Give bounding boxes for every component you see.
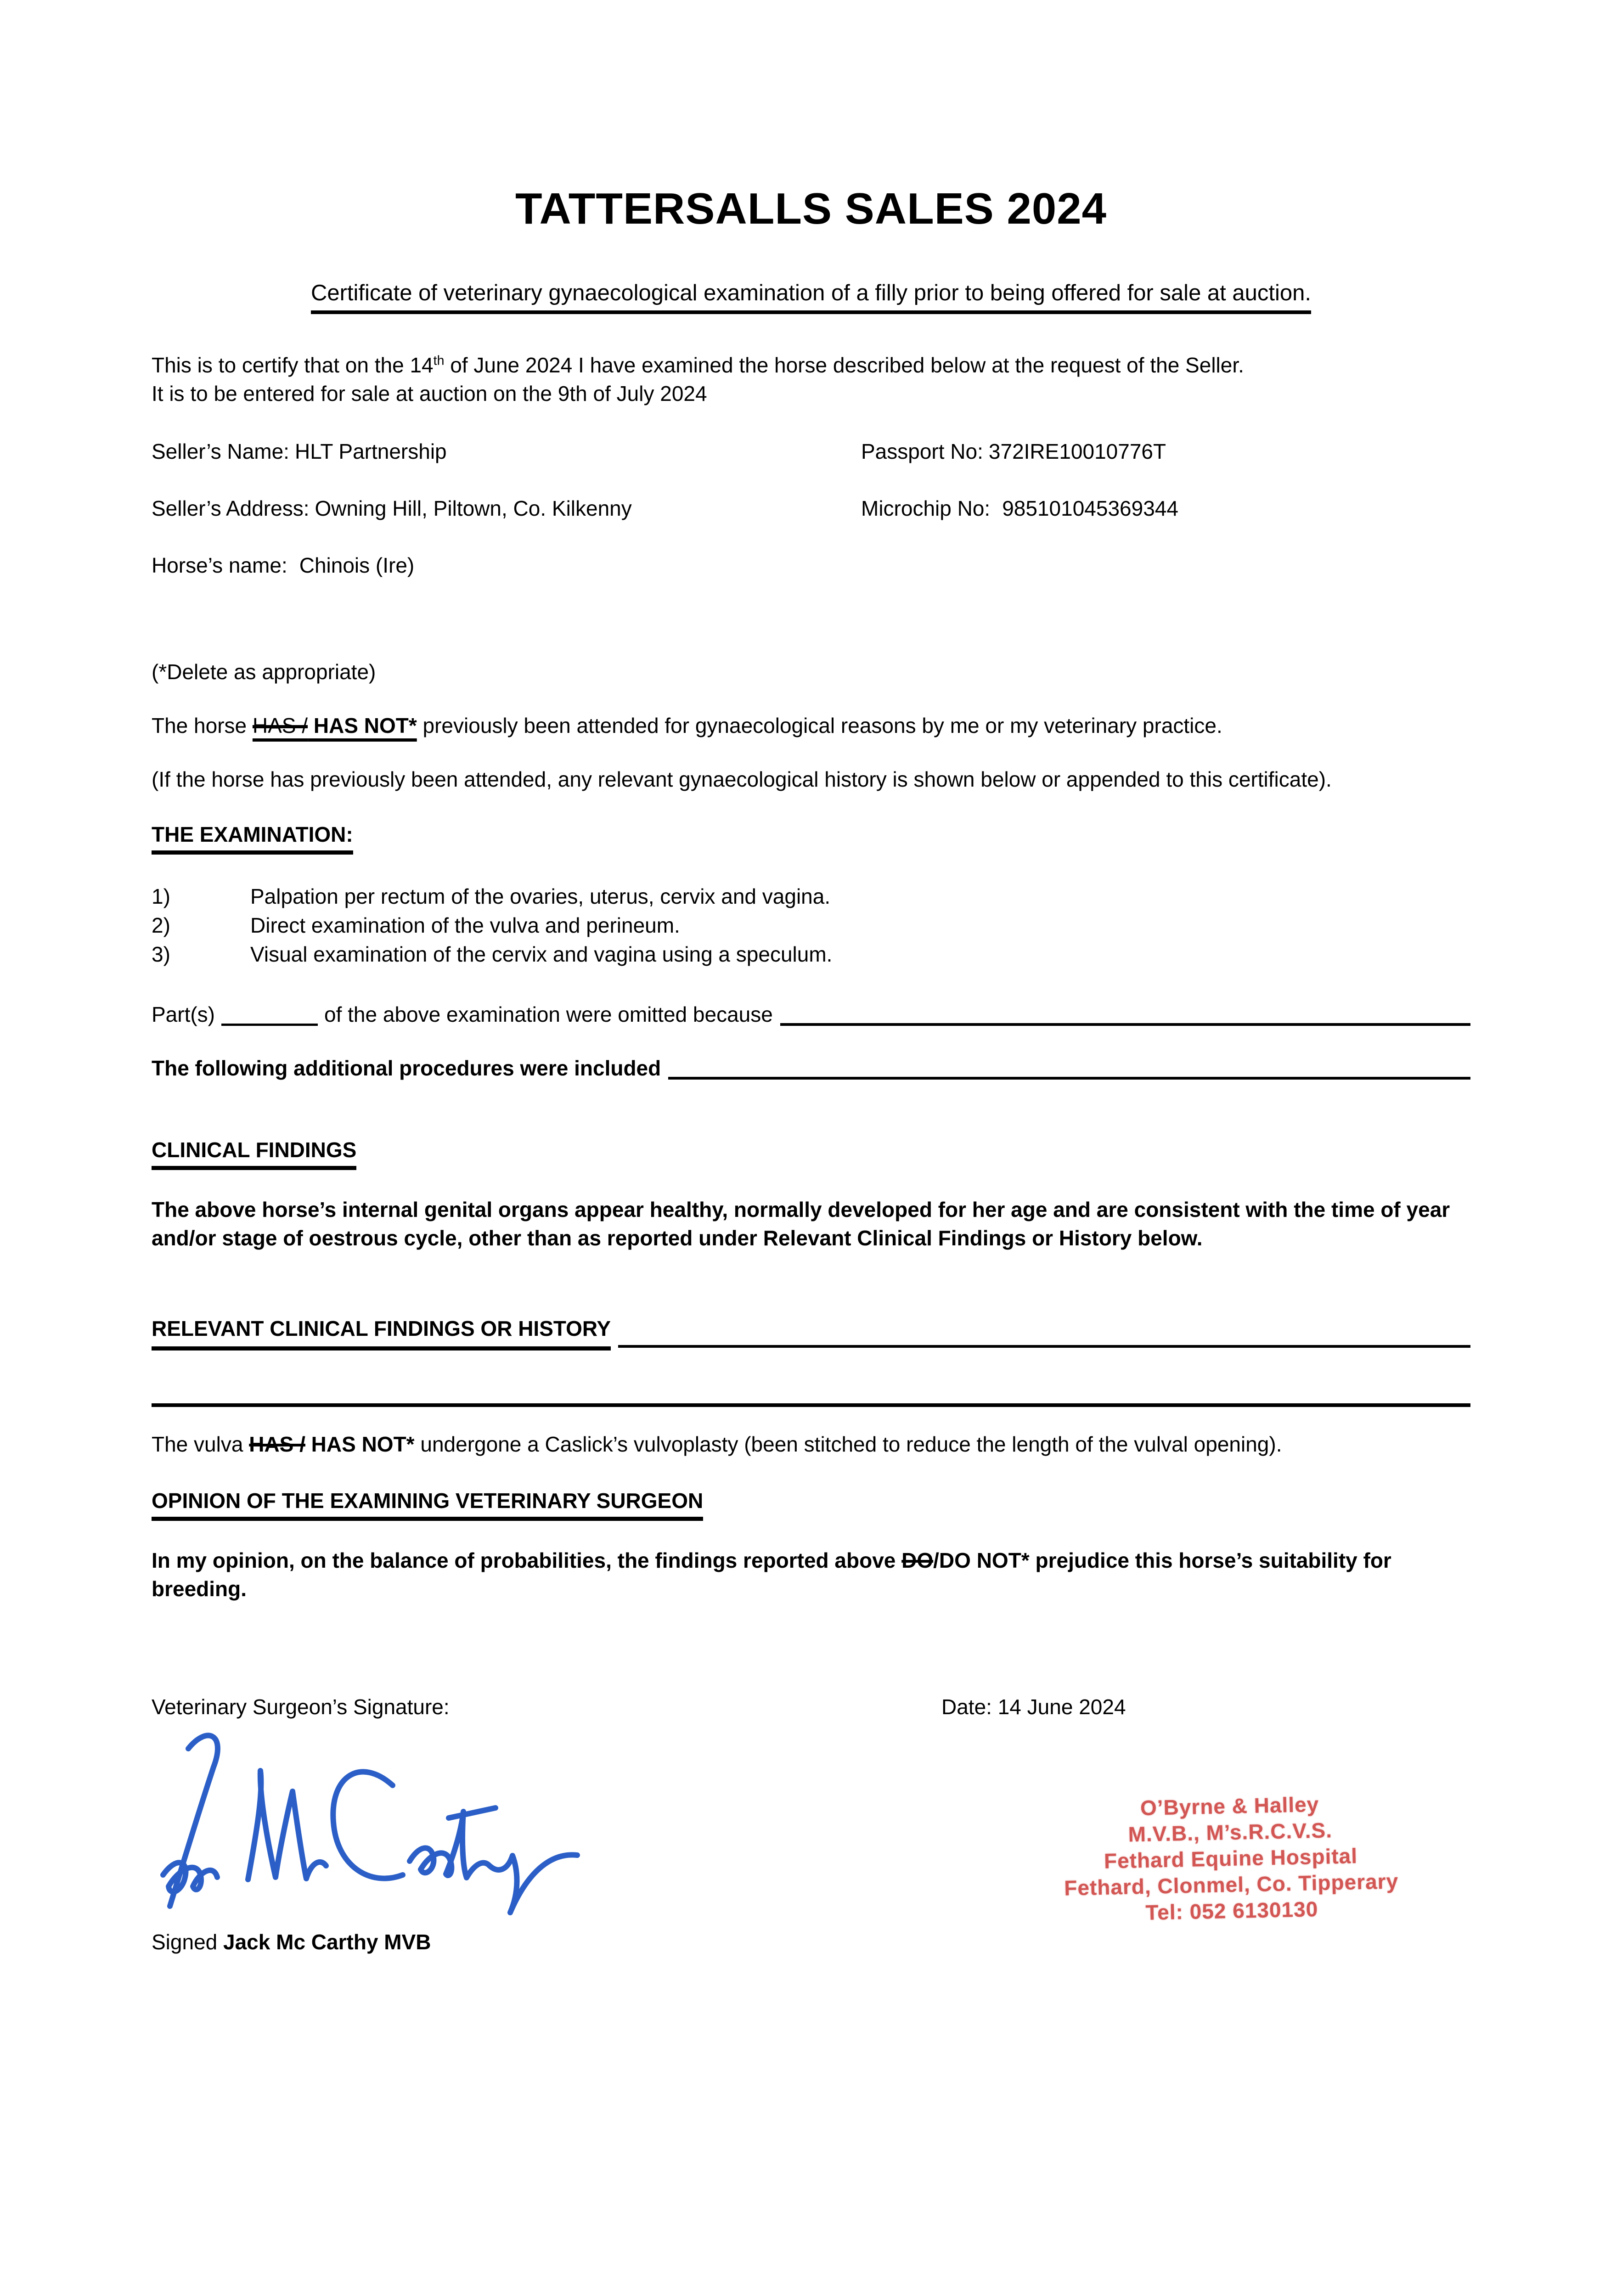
- horse-name-field: [152, 551, 861, 580]
- page-title: TATTERSALLS SALES 2024: [515, 184, 1107, 233]
- examination-item-1-number: 1): [152, 884, 170, 908]
- opinion-heading-row: [152, 1488, 1470, 1521]
- opinion-heading: OPINION OF THE EXAMINING VETERINARY SURGEON: [152, 1488, 703, 1521]
- vulva-sentence: [152, 1430, 1470, 1458]
- opinion-do-struck: DO: [901, 1548, 934, 1572]
- examination-item-2-number: 2): [152, 913, 170, 937]
- examination-item-3-number: 3): [152, 942, 170, 966]
- examination-item-3-text: Visual examination of the cervix and vagina using a speculum.: [250, 942, 833, 966]
- additional-procedures-line: [152, 1054, 1470, 1082]
- date-value: Date: 14 June 2024: [941, 1695, 1126, 1719]
- vulva-pre: The vulva: [152, 1432, 249, 1456]
- vulva-has-struck: HAS /: [249, 1432, 305, 1456]
- signature-row: [152, 1693, 1470, 1721]
- opinion-post: prejudice this horse’s suitability for breeding.: [152, 1548, 1391, 1601]
- previously-attended-sentence: [152, 711, 1470, 740]
- blank-omitted-reason: [780, 1023, 1470, 1026]
- microchip-field: [861, 494, 1470, 523]
- attended-has-struck: HAS /: [252, 714, 308, 737]
- stamp-phone: Tel: 052 6130130: [1145, 1897, 1318, 1925]
- certificate-subtitle: Certificate of veterinary gynaecological examination of a filly prior to being offered for sale at auction.: [311, 280, 1311, 314]
- opinion-pre: In my opinion, on the balance of probabilities, the findings reported above: [152, 1548, 902, 1572]
- stamp-hospital-name: Fethard Equine Hospital: [1104, 1844, 1358, 1873]
- vulva-post: undergone a Caslick’s vulvoplasty (been stitched to reduce the length of the vulval opening).: [414, 1432, 1282, 1456]
- horse-name-value: Chinois (Ire): [299, 553, 415, 577]
- delete-as-appropriate-note: (*Delete as appropriate): [152, 660, 376, 684]
- vulva-has-not: HAS NOT*: [305, 1432, 415, 1456]
- intro-paragraph: [152, 351, 1470, 408]
- attended-pre: The horse: [152, 714, 253, 737]
- seller-name-field: [152, 437, 861, 466]
- horse-name-label: Horse’s name:: [152, 553, 287, 577]
- clinical-findings-heading: CLINICAL FINDINGS: [152, 1137, 356, 1170]
- examination-item-1-text: Palpation per rectum of the ovaries, uterus, cervix and vagina.: [250, 884, 831, 908]
- parts-omitted-line: [152, 1000, 1470, 1029]
- intro-ordinal-superscript: th: [433, 353, 445, 368]
- blank-omitted-parts: [221, 1024, 318, 1026]
- stamp-qualifications: M.V.B., M’s.R.C.V.S.: [1128, 1818, 1333, 1846]
- signed-name-line: [152, 1928, 1470, 1956]
- passport-label: Passport No:: [861, 439, 983, 463]
- clinical-findings-body: The above horse’s internal genital organs appear healthy, normally developed for her age and are consistent with the time of year and/or stage of oestrous cycle, other than as reported under Relevant Clinical Findings or History below.: [152, 1198, 1450, 1250]
- details-row-3: [152, 551, 1470, 580]
- blank-relevant-findings: [618, 1345, 1470, 1348]
- blank-additional-procedures: [668, 1077, 1470, 1080]
- blank-relevant-findings-continued: [152, 1403, 1470, 1407]
- horse-details-section: [152, 437, 1470, 580]
- seller-address-value: Owning Hill, Piltown, Co. Kilkenny: [315, 496, 632, 520]
- history-note: (If the horse has previously been attended, any relevant gynaecological history is shown below or appended to this certificate).: [152, 767, 1332, 791]
- vet-practice-stamp: [1023, 1789, 1439, 1929]
- examination-heading: THE EXAMINATION:: [152, 822, 353, 855]
- intro-line-1: [152, 351, 1470, 379]
- signature-label: Veterinary Surgeon’s Signature:: [152, 1695, 450, 1719]
- stamp-address: Fethard, Clonmel, Co. Tipperary: [1064, 1869, 1399, 1900]
- examination-list: [152, 882, 1470, 969]
- parts-omitted-post: of the above examination were omitted because: [324, 1002, 773, 1026]
- intro-line-1-pre: This is to certify that on the 14: [152, 353, 434, 377]
- additional-procedures-text: The following additional procedures were included: [152, 1056, 661, 1080]
- seller-address-label: Seller’s Address:: [152, 496, 310, 520]
- microchip-value: 985101045369344: [1002, 496, 1178, 520]
- intro-line-2: It is to be entered for sale at auction on the 9th of July 2024: [152, 382, 707, 405]
- attended-has-not: HAS NOT*: [308, 714, 417, 737]
- microchip-label: Microchip No:: [861, 496, 991, 520]
- opinion-do-not: /DO NOT*: [933, 1548, 1030, 1572]
- details-row-2: [152, 494, 1470, 523]
- seller-address-field: [152, 494, 861, 523]
- seller-name-label: Seller’s Name:: [152, 439, 289, 463]
- opinion-body: [152, 1546, 1470, 1603]
- relevant-findings-line: [152, 1314, 1470, 1351]
- signed-name: Jack Mc Carthy MVB: [223, 1930, 431, 1954]
- certificate-subtitle-row: [152, 280, 1470, 314]
- seller-name-value: HLT Partnership: [294, 439, 447, 463]
- clinical-findings-heading-row: [152, 1137, 1470, 1170]
- examination-item-3: [152, 940, 1470, 969]
- details-row-1: [152, 437, 1470, 466]
- intro-line-1-post: of June 2024 I have examined the horse described below at the request of the Seller.: [444, 353, 1244, 377]
- passport-field: [861, 437, 1470, 466]
- passport-value: 372IRE10010776T: [988, 439, 1166, 463]
- signed-prefix: Signed: [152, 1930, 224, 1954]
- relevant-findings-heading: RELEVANT CLINICAL FINDINGS OR HISTORY: [152, 1314, 611, 1351]
- examination-item-2-text: Direct examination of the vulva and perineum.: [250, 913, 680, 937]
- attended-post: previously been attended for gynaecological reasons by me or my veterinary practice.: [417, 714, 1222, 737]
- examination-item-1: [152, 882, 1470, 911]
- parts-omitted-pre: Part(s): [152, 1002, 215, 1026]
- examination-heading-row: [152, 822, 1470, 855]
- handwritten-signature-image: [145, 1723, 595, 1921]
- stamp-practice-name: O’Byrne & Halley: [1140, 1792, 1319, 1820]
- examination-item-2: [152, 911, 1470, 940]
